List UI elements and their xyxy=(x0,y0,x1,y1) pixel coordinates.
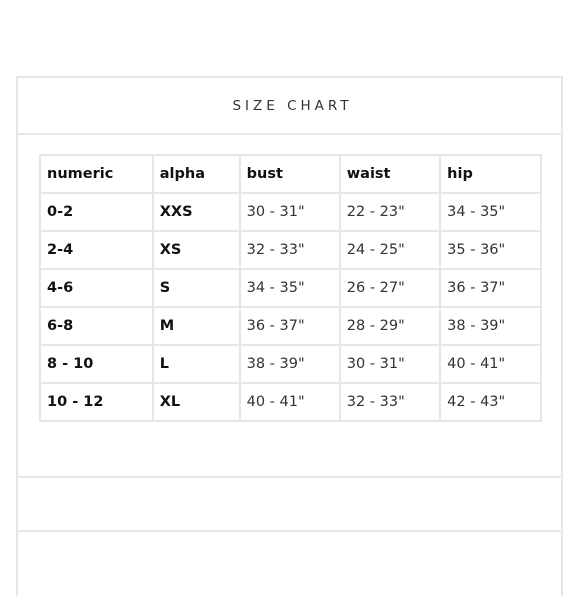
header-alpha: alpha xyxy=(153,155,240,193)
header-numeric: numeric xyxy=(40,155,153,193)
cell-numeric: 4-6 xyxy=(40,269,153,307)
table-header-row xyxy=(40,155,541,193)
cell-alpha: XS xyxy=(153,231,240,269)
table-row xyxy=(40,307,541,345)
cell-bust: 30 - 31" xyxy=(240,193,340,231)
cell-alpha: XL xyxy=(153,383,240,421)
page-title: SIZE CHART xyxy=(232,97,353,114)
cell-alpha: S xyxy=(153,269,240,307)
section-divider xyxy=(18,530,561,532)
cell-bust: 32 - 33" xyxy=(240,231,340,269)
cell-numeric: 10 - 12 xyxy=(40,383,153,421)
cell-hip: 42 - 43" xyxy=(440,383,541,421)
cell-hip: 34 - 35" xyxy=(440,193,541,231)
size-table xyxy=(39,154,542,422)
table-row xyxy=(40,345,541,383)
cell-numeric: 8 - 10 xyxy=(40,345,153,383)
cell-hip: 40 - 41" xyxy=(440,345,541,383)
cell-waist: 32 - 33" xyxy=(340,383,440,421)
cell-bust: 38 - 39" xyxy=(240,345,340,383)
section-divider xyxy=(18,476,561,478)
cell-numeric: 0-2 xyxy=(40,193,153,231)
size-chart-header xyxy=(18,78,561,135)
cell-waist: 30 - 31" xyxy=(340,345,440,383)
header-bust: bust xyxy=(240,155,340,193)
cell-waist: 24 - 25" xyxy=(340,231,440,269)
cell-hip: 35 - 36" xyxy=(440,231,541,269)
header-waist: waist xyxy=(340,155,440,193)
size-chart-panel xyxy=(16,76,563,596)
table-row xyxy=(40,193,541,231)
cell-alpha: XXS xyxy=(153,193,240,231)
cell-hip: 36 - 37" xyxy=(440,269,541,307)
cell-bust: 40 - 41" xyxy=(240,383,340,421)
cell-waist: 28 - 29" xyxy=(340,307,440,345)
cell-bust: 36 - 37" xyxy=(240,307,340,345)
cell-waist: 22 - 23" xyxy=(340,193,440,231)
table-row xyxy=(40,383,541,421)
cell-alpha: M xyxy=(153,307,240,345)
cell-hip: 38 - 39" xyxy=(440,307,541,345)
header-hip: hip xyxy=(440,155,541,193)
cell-alpha: L xyxy=(153,345,240,383)
table-row xyxy=(40,231,541,269)
table-row xyxy=(40,269,541,307)
cell-bust: 34 - 35" xyxy=(240,269,340,307)
cell-numeric: 6-8 xyxy=(40,307,153,345)
cell-numeric: 2-4 xyxy=(40,231,153,269)
cell-waist: 26 - 27" xyxy=(340,269,440,307)
